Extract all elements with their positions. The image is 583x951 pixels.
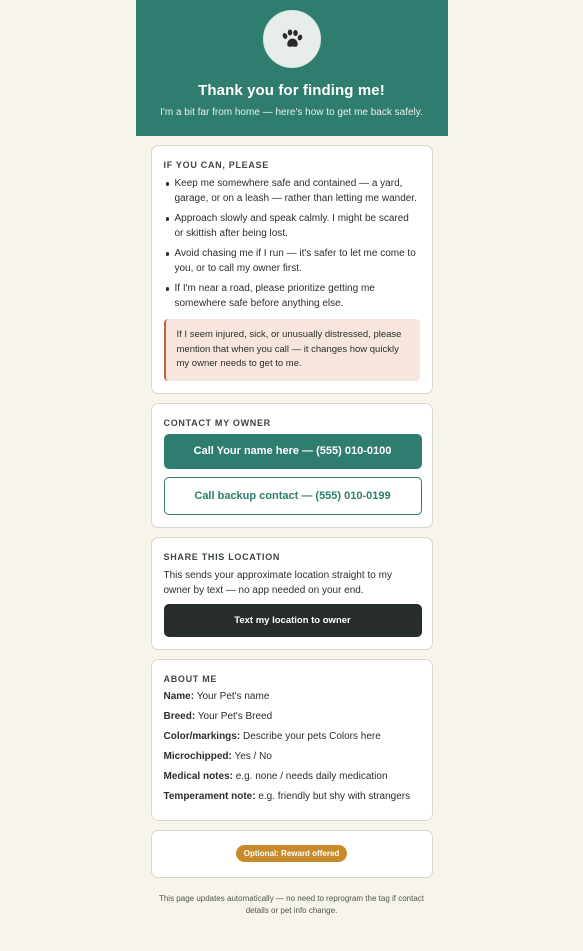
tips-card [151, 145, 433, 394]
injury-warning: If I seem injured, sick, or unusually distressed, please mention that when you call — it changes how quickly my owner needs to get to me. [164, 319, 420, 381]
text-location-button[interactable]: Text my location to owner [164, 604, 422, 637]
about-row-color [164, 730, 420, 744]
paw-icon [280, 28, 304, 50]
about-label: Temperament note: [163, 790, 256, 802]
about-row-breed [164, 710, 420, 724]
pet-avatar [263, 10, 321, 68]
tips-title: IF YOU CAN, PLEASE [163, 160, 269, 170]
about-label: Microchipped: [163, 750, 232, 762]
about-label: Name: [163, 690, 195, 702]
call-backup-button[interactable]: Call backup contact — (555) 010-0199 [164, 477, 422, 515]
about-value: e.g. none / needs daily medication [235, 770, 388, 782]
about-row-name [164, 690, 420, 704]
page-subtitle: I'm a bit far from home — here's how to get me back safely. [160, 107, 423, 118]
about-label: Breed: [163, 710, 196, 722]
about-value: Your Pet's name [196, 690, 270, 702]
about-value: Your Pet's Breed [197, 710, 273, 722]
call-owner-button[interactable]: Call Your name here — (555) 010-0100 [164, 434, 422, 469]
contact-title: CONTACT MY OWNER [163, 417, 271, 428]
tip-item: If I'm near a road, please prioritize getting me somewhere safe before anything else. [164, 281, 420, 311]
about-title: ABOUT ME [163, 673, 218, 684]
about-row-medical [164, 770, 420, 784]
about-label: Color/markings: [163, 730, 241, 742]
tip-item: Approach slowly and speak calmly. I might be scared or skittish after being lost. [164, 211, 420, 241]
about-value: Yes / No [234, 750, 272, 762]
reward-badge: Optional: Reward offered [236, 845, 348, 862]
footer-note: This page updates automatically — no need to reprogram the tag if contact details or pet info change. [158, 893, 425, 915]
about-value: e.g. friendly but shy with strangers [258, 790, 411, 802]
tip-item: Keep me somewhere safe and contained — a yard, garage, or on a leash — rather than letting me wander. [164, 176, 420, 206]
page-title: Thank you for finding me! [198, 82, 385, 99]
about-card [151, 659, 433, 821]
tips-list [164, 176, 420, 311]
location-title: SHARE THIS LOCATION [163, 551, 281, 562]
contact-card [151, 403, 433, 528]
about-value: Describe your pets Colors here [242, 730, 381, 742]
reward-card [151, 830, 433, 878]
location-card [151, 537, 433, 650]
about-row-microchipped [164, 750, 420, 764]
tip-item: Avoid chasing me if I run — it's safer to let me come to you, or to call my owner first. [164, 246, 420, 276]
about-label: Medical notes: [163, 770, 233, 782]
page [136, 0, 448, 917]
hero-header [136, 0, 448, 136]
location-description: This sends your approximate location straight to my owner by text — no app needed on your end. [163, 569, 392, 596]
about-row-temperament [164, 790, 420, 804]
